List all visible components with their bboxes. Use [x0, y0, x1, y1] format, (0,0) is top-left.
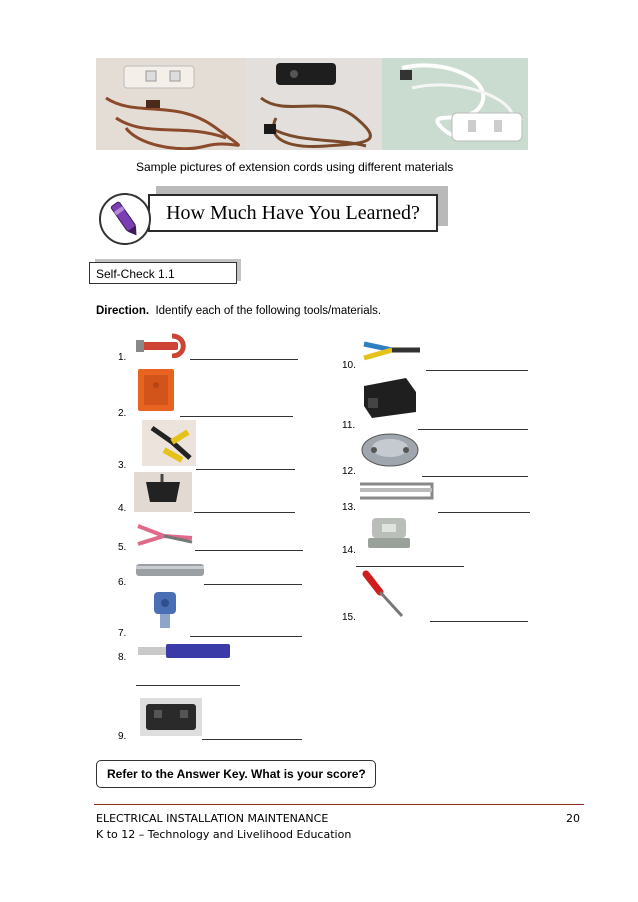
wire-stripper-image — [142, 420, 196, 471]
item-number-4: 4. — [118, 503, 127, 514]
answer-line-11[interactable] — [418, 429, 528, 430]
answer-line-6[interactable] — [204, 584, 302, 585]
footer-subtitle: K to 12 – Technology and Livelihood Education — [96, 828, 352, 841]
item-number-5: 5. — [118, 542, 127, 553]
fuse-plug-image — [150, 590, 184, 639]
item-number-10: 10. — [342, 360, 356, 371]
item-number-15: 15. — [342, 612, 356, 623]
footer-rule — [94, 804, 584, 805]
direction-text: Identify each of the following tools/materials. — [155, 305, 382, 317]
item-number-3: 3. — [118, 460, 127, 471]
item-number-14: 14. — [342, 545, 356, 556]
item-number-7: 7. — [118, 628, 127, 639]
answer-line-15[interactable] — [430, 621, 528, 622]
item-number-9: 9. — [118, 731, 127, 742]
answer-line-10[interactable] — [426, 370, 528, 371]
lineman-pliers-image — [362, 338, 424, 369]
answer-key-box: Refer to the Answer Key. What is your score? — [96, 760, 376, 788]
long-nose-pliers-image — [134, 518, 194, 555]
hacksaw-image — [356, 478, 436, 509]
push-switch-image — [358, 372, 420, 427]
direction — [96, 305, 381, 317]
extension-cord-photo-3 — [382, 58, 528, 150]
extension-cord-photo-1 — [96, 58, 246, 150]
octagonal-box-image — [360, 430, 420, 475]
answer-line-2[interactable] — [180, 416, 293, 417]
answer-line-13[interactable] — [438, 512, 530, 513]
junction-box-image — [132, 365, 180, 420]
insulated-wire-image — [138, 642, 234, 665]
answer-line-14[interactable] — [356, 566, 464, 567]
answer-line-9[interactable] — [202, 739, 302, 740]
outlet-box-image — [140, 698, 202, 741]
page-number: 20 — [566, 812, 580, 825]
item-number-1: 1. — [118, 352, 127, 363]
conduit-pipe-image — [136, 562, 206, 583]
banner-title: How Much Have You Learned? — [166, 201, 420, 224]
answer-line-4[interactable] — [194, 512, 295, 513]
item-number-12: 12. — [342, 466, 356, 477]
direction-label: Direction. — [96, 305, 150, 317]
item-number-8: 8. — [118, 652, 127, 663]
item-number-11: 11. — [342, 420, 356, 431]
conduit-fitting-image — [366, 514, 412, 557]
extension-cord-photo-2 — [246, 58, 382, 150]
photo-caption: Sample pictures of extension cords using different materials — [136, 160, 454, 174]
answer-line-8[interactable] — [136, 685, 240, 686]
self-check-label: Self-Check 1.1 — [89, 262, 237, 284]
hammer-image — [132, 330, 188, 363]
answer-line-1[interactable] — [190, 359, 298, 360]
item-number-13: 13. — [342, 502, 356, 513]
answer-line-3[interactable] — [196, 469, 295, 470]
answer-line-5[interactable] — [195, 550, 303, 551]
answer-line-7[interactable] — [190, 636, 302, 637]
section-banner — [148, 194, 438, 232]
item-number-2: 2. — [118, 408, 127, 419]
answer-line-12[interactable] — [422, 476, 528, 477]
screwdriver-image — [358, 568, 408, 625]
footer-title: ELECTRICAL INSTALLATION MAINTENANCE — [96, 812, 329, 825]
lamp-holder-image — [134, 472, 192, 517]
item-number-6: 6. — [118, 577, 127, 588]
pen-icon — [99, 193, 151, 245]
